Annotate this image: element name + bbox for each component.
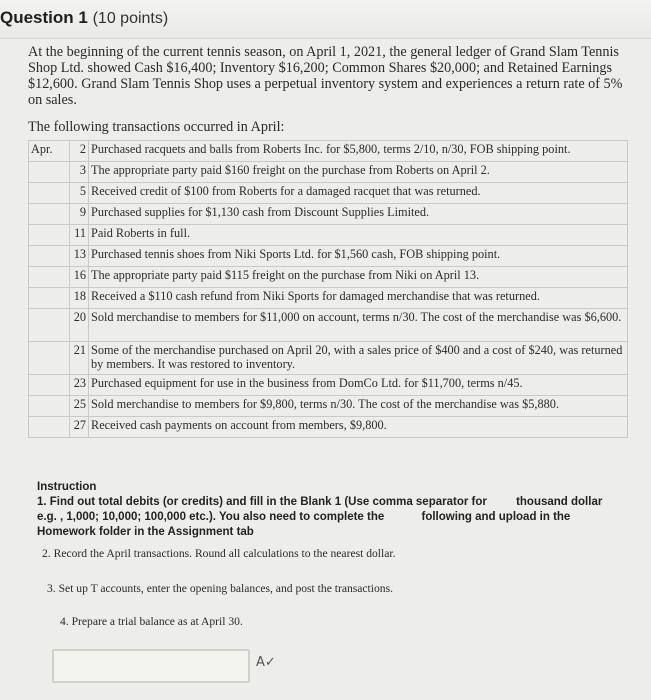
transaction-description: The appropriate party paid $160 freight on the purchase from Roberts on April 2. [89,162,628,183]
transactions-heading: The following transactions occurred in April: [28,119,285,135]
transaction-description: Sold merchandise to members for $11,000 on account, terms n/30. The cost of the merchandise was $6,600. [89,309,628,342]
transaction-month [29,267,70,288]
transaction-month [29,183,70,204]
transaction-description: Received cash payments on account from members, $9,800. [89,417,628,438]
transaction-row [29,183,628,204]
transaction-day: 18 [70,288,89,309]
transaction-day: 2 [70,141,89,162]
transaction-description: Purchased tennis shoes from Niki Sports Ltd. for $1,560 cash, FOB shipping point. [89,246,628,267]
transaction-month: Apr. [29,141,70,162]
transaction-row [29,267,628,288]
transaction-description: The appropriate party paid $115 freight on the purchase from Niki on April 13. [89,267,628,288]
question-header [0,0,651,39]
instruction-line-2-b: following and upload in the [421,511,571,523]
instruction-line-1-a: 1. Find out total debits (or credits) and fill in the Blank 1 (Use comma separator for [37,496,487,508]
transaction-month [29,417,70,438]
transaction-day: 3 [70,162,89,183]
transaction-row [29,288,628,309]
instruction-line-2-a: e.g. , 1,000; 10,000; 100,000 etc.). You also need to complete the [37,511,385,523]
transaction-description: Received credit of $100 from Roberts for a damaged racquet that was returned. [89,183,628,204]
spellcheck-icon[interactable]: A✓ [256,655,276,670]
transaction-day: 21 [70,342,89,375]
transaction-day: 23 [70,375,89,396]
transaction-day: 20 [70,309,89,342]
transaction-month [29,396,70,417]
transaction-month [29,309,70,342]
blank-1-answer-input[interactable] [52,649,250,683]
transaction-row [29,342,628,375]
transaction-description: Paid Roberts in full. [89,225,628,246]
transaction-month [29,162,70,183]
transaction-month [29,342,70,375]
transaction-day: 9 [70,204,89,225]
instruction-line-2 [37,510,627,525]
step-4: 4. Prepare a trial balance as at April 30. [60,615,243,628]
instruction-block [37,480,627,540]
transaction-day: 13 [70,246,89,267]
transaction-day: 27 [70,417,89,438]
transaction-row [29,204,628,225]
transaction-description: Some of the merchandise purchased on April 20, with a sales price of $400 and a cost of $240, was returned by members. It was restored to inventory. [89,342,628,375]
question-title [0,8,168,28]
transaction-row [29,246,628,267]
question-number: Question 1 [0,8,88,27]
step-2: 2. Record the April transactions. Round all calculations to the nearest dollar. [42,547,396,560]
transaction-row [29,417,628,438]
transaction-day: 25 [70,396,89,417]
transaction-description: Purchased racquets and balls from Roberts Inc. for $5,800, terms 2/10, n/30, FOB shipping point. [89,141,628,162]
transaction-month [29,246,70,267]
transaction-row [29,162,628,183]
instruction-title: Instruction [37,481,97,493]
transaction-month [29,288,70,309]
transaction-day: 11 [70,225,89,246]
instruction-line-1-b: thousand dollar [516,496,603,508]
transaction-day: 5 [70,183,89,204]
transaction-month [29,204,70,225]
transaction-description: Received a $110 cash refund from Niki Sports for damaged merchandise that was returned. [89,288,628,309]
transaction-row [29,396,628,417]
transaction-description: Purchased supplies for $1,130 cash from Discount Supplies Limited. [89,204,628,225]
transaction-description: Purchased equipment for use in the business from DomCo Ltd. for $11,700, terms n/45. [89,375,628,396]
transaction-month [29,225,70,246]
transaction-row [29,225,628,246]
transaction-row [29,309,628,342]
step-3: 3. Set up T accounts, enter the opening balances, and post the transactions. [47,582,394,595]
transaction-description: Sold merchandise to members for $9,800, terms n/30. The cost of the merchandise was $5,880. [89,396,628,417]
transaction-row [29,141,628,162]
transaction-row [29,375,628,396]
instruction-line-3: Homework folder in the Assignment tab [37,526,254,538]
question-points: (10 points) [92,10,169,27]
question-intro: At the beginning of the current tennis season, on April 1, 2021, the general ledger of Grand Slam Tennis Shop Ltd. showed Cash $16,400; Inventory $16,200; Common Shares $20,000; and Retained Earnings $12,600. Grand Slam Tennis Shop uses a perpetual inventory system and experiences a return rate of 5% on sales. [28,44,623,108]
transaction-day: 16 [70,267,89,288]
transaction-month [29,375,70,396]
instruction-line-1 [37,495,627,510]
transactions-table [28,140,628,438]
